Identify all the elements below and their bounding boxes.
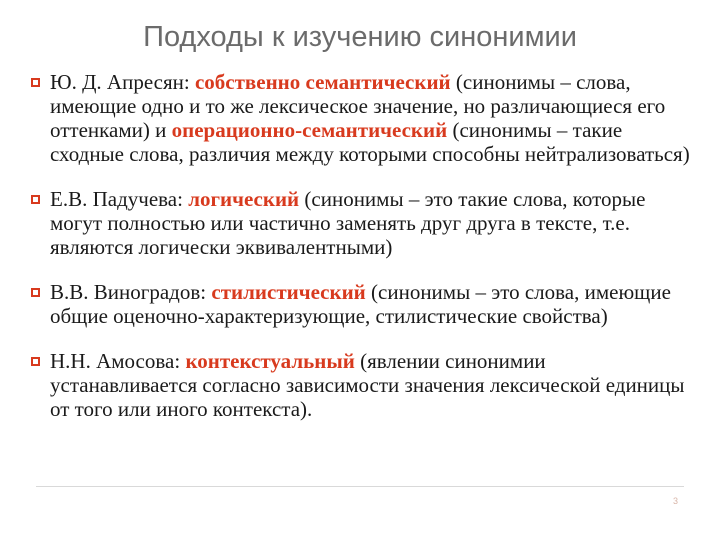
bullet-list <box>30 70 690 421</box>
bullet-text: (явлении синонимии устанавливается согласно зависимости значения лексической единицы от того или иного контекста). <box>50 349 685 421</box>
bullet-text: (синонимы – это такие слова, которые могут полностью или частично заменять друг друга в тексте, т.е. являются логически эквивалентными) <box>50 187 646 259</box>
page-number: 3 <box>672 496 678 506</box>
bullet-text-secondary: (синонимы – такие сходные слова, различия между которыми способны нейтрализоваться) <box>50 118 690 166</box>
square-bullet-icon <box>31 78 40 87</box>
bullet-vinogradov <box>30 280 690 328</box>
bullet-term: контекстуальный <box>185 349 355 373</box>
bullet-apresyan <box>30 70 690 166</box>
bullet-text: (синонимы – слова, имеющие одно и то же лексическое значение, но различающиеся его оттенками) и <box>50 70 666 142</box>
bullet-term: собственно семантический <box>194 70 451 94</box>
bullet-text: (синонимы – это слова, имеющие общие оценочно-характеризующие, стилистические свойства) <box>50 280 671 328</box>
square-bullet-icon <box>31 195 40 204</box>
footer-divider <box>36 486 684 487</box>
square-bullet-icon <box>31 288 40 297</box>
bullet-author: Е.В. Падучева: <box>50 187 189 211</box>
bullet-amosova <box>30 349 690 421</box>
bullet-term-secondary: операционно-семантический <box>171 118 448 142</box>
slide-title: Подходы к изучению синонимии <box>143 21 577 53</box>
bullet-term: логический <box>188 187 300 211</box>
bullet-author: Ю. Д. Апресян: <box>50 70 195 94</box>
bullet-author: Н.Н. Амосова: <box>50 349 186 373</box>
bullet-term: стилистический <box>211 280 366 304</box>
bullet-paducheva <box>30 187 690 259</box>
bullet-author: В.В. Виноградов: <box>50 280 212 304</box>
square-bullet-icon <box>31 357 40 366</box>
